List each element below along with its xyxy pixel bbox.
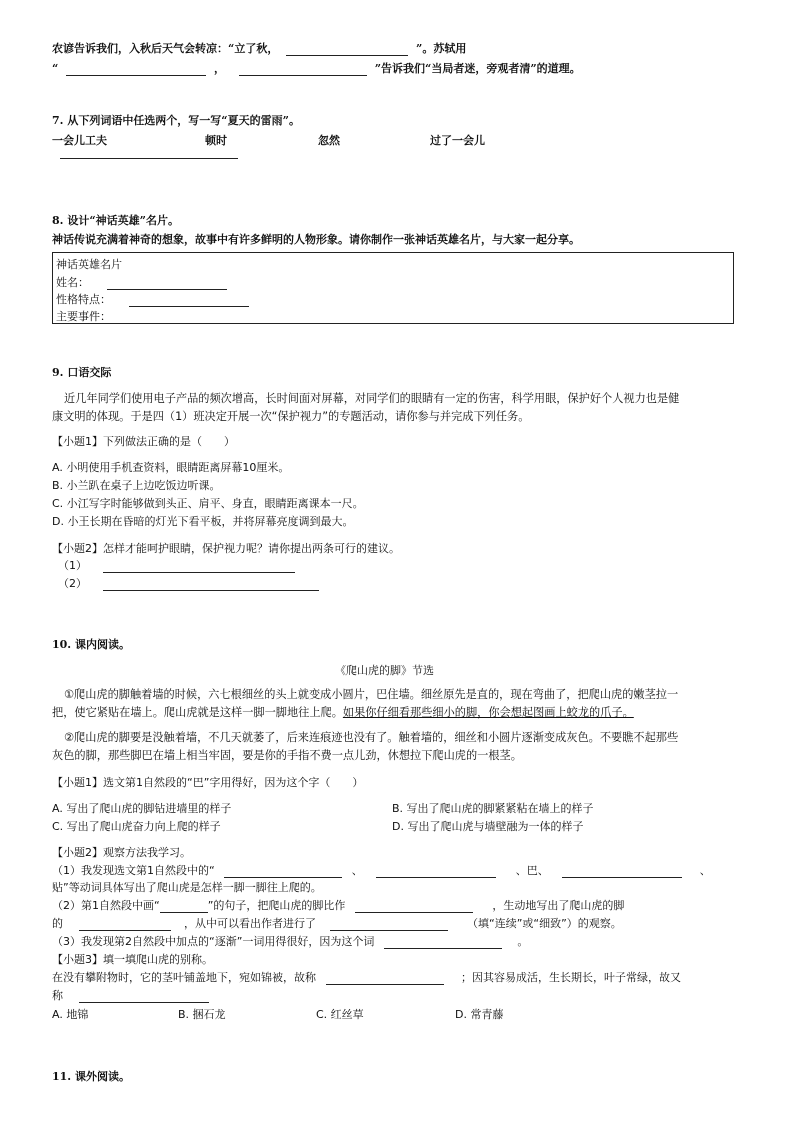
q9-intro-1: 近几年同学们使用电子产品的频次增高，长时间面对屏幕，对同学们的眼睛有一定的伤害，科学用眼，保护好个人视力也是健 — [64, 392, 680, 405]
q9-option-d[interactable]: D. 小王长期在昏暗的灯光下看平板，并将屏幕亮度调到最大。 — [52, 515, 354, 528]
q10-s3-line2 — [52, 987, 209, 1003]
q10-name-a[interactable]: A. 地锦 — [52, 1008, 89, 1021]
hero-card — [52, 252, 734, 324]
q10-s2-line2: 贴”等动词具体写出了爬山虎是怎样一脚一脚往上爬的。 — [52, 881, 322, 894]
q10-name-b[interactable]: B. 捆石龙 — [178, 1008, 226, 1021]
q10-s2-line5 — [52, 933, 528, 949]
passage-p2-line2: 灰色的脚，那些脚巴在墙上相当牢固，要是你的手指不费一点儿劲，休想拉下爬山虎的一根茎。 — [52, 749, 522, 762]
blank-line[interactable] — [224, 865, 342, 878]
q10-sub2: 【小题2】观察方法我学习。 — [52, 846, 191, 859]
q7-title: 7. 从下列词语中任选两个，写一写“夏天的雷雨”。 — [52, 114, 300, 127]
s2-2a: （2）第1自然段中画“ — [52, 899, 160, 912]
q10-s3-line1 — [52, 969, 681, 985]
q9-sub2: 【小题2】怎样才能呵护眼睛，保护视力呢？请你提出两条可行的建议。 — [52, 542, 400, 555]
answer-line[interactable] — [60, 146, 238, 159]
s2-1d: 、 — [699, 864, 711, 877]
q9-option-a[interactable]: A. 小明使用手机查资料，眼睛距离屏幕10厘米。 — [52, 461, 290, 474]
name-label: 姓名： — [56, 276, 89, 289]
blank-line[interactable] — [355, 900, 473, 913]
passage-title: 《爬山虎的脚》节选 — [335, 664, 434, 677]
q10-sub1: 【小题1】选文第1自然段的“巴”字用得好，因为这个字（ ） — [52, 776, 364, 789]
blank-line[interactable] — [384, 936, 502, 949]
q9-blank-2 — [58, 575, 319, 591]
blank-line[interactable] — [326, 972, 444, 985]
blank-line[interactable] — [376, 865, 496, 878]
suggestion-1-field[interactable] — [103, 560, 295, 573]
blank-1-label: （1） — [58, 559, 87, 572]
suggestion-2-field[interactable] — [103, 578, 319, 591]
blank-line[interactable] — [286, 43, 408, 56]
q10-s2-line3 — [52, 897, 624, 913]
blank-line[interactable] — [66, 63, 206, 76]
s2-2e: ，从中可以看出作者进行了 — [184, 917, 316, 930]
q10-option-c[interactable]: C. 写出了爬山虎奋力向上爬的样子 — [52, 820, 221, 833]
blank-line[interactable] — [239, 63, 367, 76]
q11-title: 11. 课外阅读。 — [52, 1070, 130, 1083]
p1-text: 把，使它紧贴在墙上。爬山虎就是这样一脚一脚地往上爬。 — [52, 706, 343, 719]
s2-2f: （填“连续”或“细致”）的观察。 — [467, 917, 622, 930]
event-field[interactable] — [129, 311, 249, 324]
blank-line[interactable] — [79, 918, 171, 931]
q10-s2-line1 — [52, 862, 711, 878]
q7-word-1: 一会儿工夫 — [52, 134, 107, 147]
name-field[interactable] — [107, 277, 227, 290]
q6-line2 — [52, 60, 581, 76]
q10-option-a[interactable]: A. 写出了爬山虎的脚钻进墙里的样子 — [52, 802, 232, 815]
event-label: 主要事件： — [56, 310, 111, 323]
q9-option-b[interactable]: B. 小兰趴在桌子上边吃饭边听课。 — [52, 479, 221, 492]
q9-intro-2: 康文明的体现。于是四（1）班决定开展一次“保护视力”的专题活动，请你参与并完成下列任务。 — [52, 410, 530, 423]
q7-word-3: 忽然 — [318, 134, 340, 147]
q9-option-c[interactable]: C. 小江写字时能够做到头正、肩平、身直，眼睛距离课本一尺。 — [52, 497, 364, 510]
q6-line1 — [52, 40, 466, 56]
card-event-row — [56, 308, 249, 324]
card-title: 神话英雄名片 — [56, 258, 122, 271]
s2-1c: 、巴、 — [515, 864, 549, 877]
q8-title: 8. 设计“神话英雄”名片。 — [52, 214, 179, 227]
trait-field[interactable] — [129, 294, 249, 307]
blank-line[interactable] — [79, 990, 209, 1003]
s3-a: 在没有攀附物时，它的茎叶铺盖地下，宛如锦被，故称 — [52, 971, 316, 984]
q10-option-d[interactable]: D. 写出了爬山虎与墙壁融为一体的样子 — [392, 820, 584, 833]
passage-p2-line1: ②爬山虎的脚要是没触着墙，不几天就萎了，后来连痕迹也没有了。触着墙的，细丝和小圆片逐渐变成灰色。不要瞧不起那些 — [64, 731, 679, 744]
q7-word-2: 顿时 — [205, 134, 227, 147]
q10-s2-line4 — [52, 915, 622, 931]
q10-name-d[interactable]: D. 常青藤 — [455, 1008, 504, 1021]
q9-blank-1 — [58, 557, 295, 573]
q8-desc: 神话传说充满着神奇的想象，故事中有许多鲜明的人物形象。请你制作一张神话英雄名片，与大家一起分享。 — [52, 233, 580, 246]
passage-p1-line1: ①爬山虎的脚触着墙的时候，六七根细丝的头上就变成小圆片，巴住墙。细丝原先是直的，现在弯曲了，把爬山虎的嫩茎拉一 — [64, 688, 679, 701]
q6-text-1a: 农谚告诉我们，入秋后天气会转凉：“立了秋， — [52, 42, 279, 55]
underlined-sentence: 如果你仔细看那些细小的脚，你会想起图画上蛟龙的爪子。 — [342, 706, 634, 719]
s2-3a: （3）我发现第2自然段中加点的“逐渐”一词用得很好，因为这个词 — [52, 935, 375, 948]
s3-c: 称 — [52, 989, 63, 1002]
s2-2d: 的 — [52, 917, 63, 930]
s2-1a: （1）我发现选文第1自然段中的“ — [52, 864, 215, 877]
s2-2c: ，生动地写出了爬山虎的脚 — [492, 899, 625, 912]
blank-line[interactable] — [330, 918, 448, 931]
q6-text-2b: ”告诉我们“当局者迷，旁观者清”的道理。 — [374, 62, 581, 75]
q7-word-4: 过了一会儿 — [430, 134, 485, 147]
s2-2b: ”的句子，把爬山虎的脚比作 — [207, 899, 346, 912]
q10-title: 10. 课内阅读。 — [52, 638, 130, 651]
q9-sub1: 【小题1】下列做法正确的是（ ） — [52, 435, 235, 448]
q6-text-2a: “ — [52, 62, 59, 75]
s3-b: ；因其容易成活，生长期长，叶子常绿，故又 — [461, 971, 681, 984]
s2-1b: 、 — [351, 864, 363, 877]
q9-title: 9. 口语交际 — [52, 366, 112, 379]
trait-label: 性格特点： — [56, 293, 111, 306]
blank-line — [160, 900, 208, 913]
card-name-row — [56, 274, 227, 290]
blank-line[interactable] — [562, 865, 682, 878]
q6-text-sep: ， — [214, 62, 226, 75]
q10-sub3: 【小题3】填一填爬山虎的别称。 — [52, 953, 213, 966]
q10-name-c[interactable]: C. 红丝草 — [316, 1008, 364, 1021]
blank-2-label: （2） — [58, 577, 87, 590]
card-trait-row — [56, 291, 249, 307]
passage-p1-line2 — [52, 704, 634, 720]
q10-option-b[interactable]: B. 写出了爬山虎的脚紧紧粘在墙上的样子 — [392, 802, 594, 815]
s2-3b: 。 — [517, 935, 529, 948]
q6-text-1b: ”。苏轼用 — [416, 42, 467, 55]
